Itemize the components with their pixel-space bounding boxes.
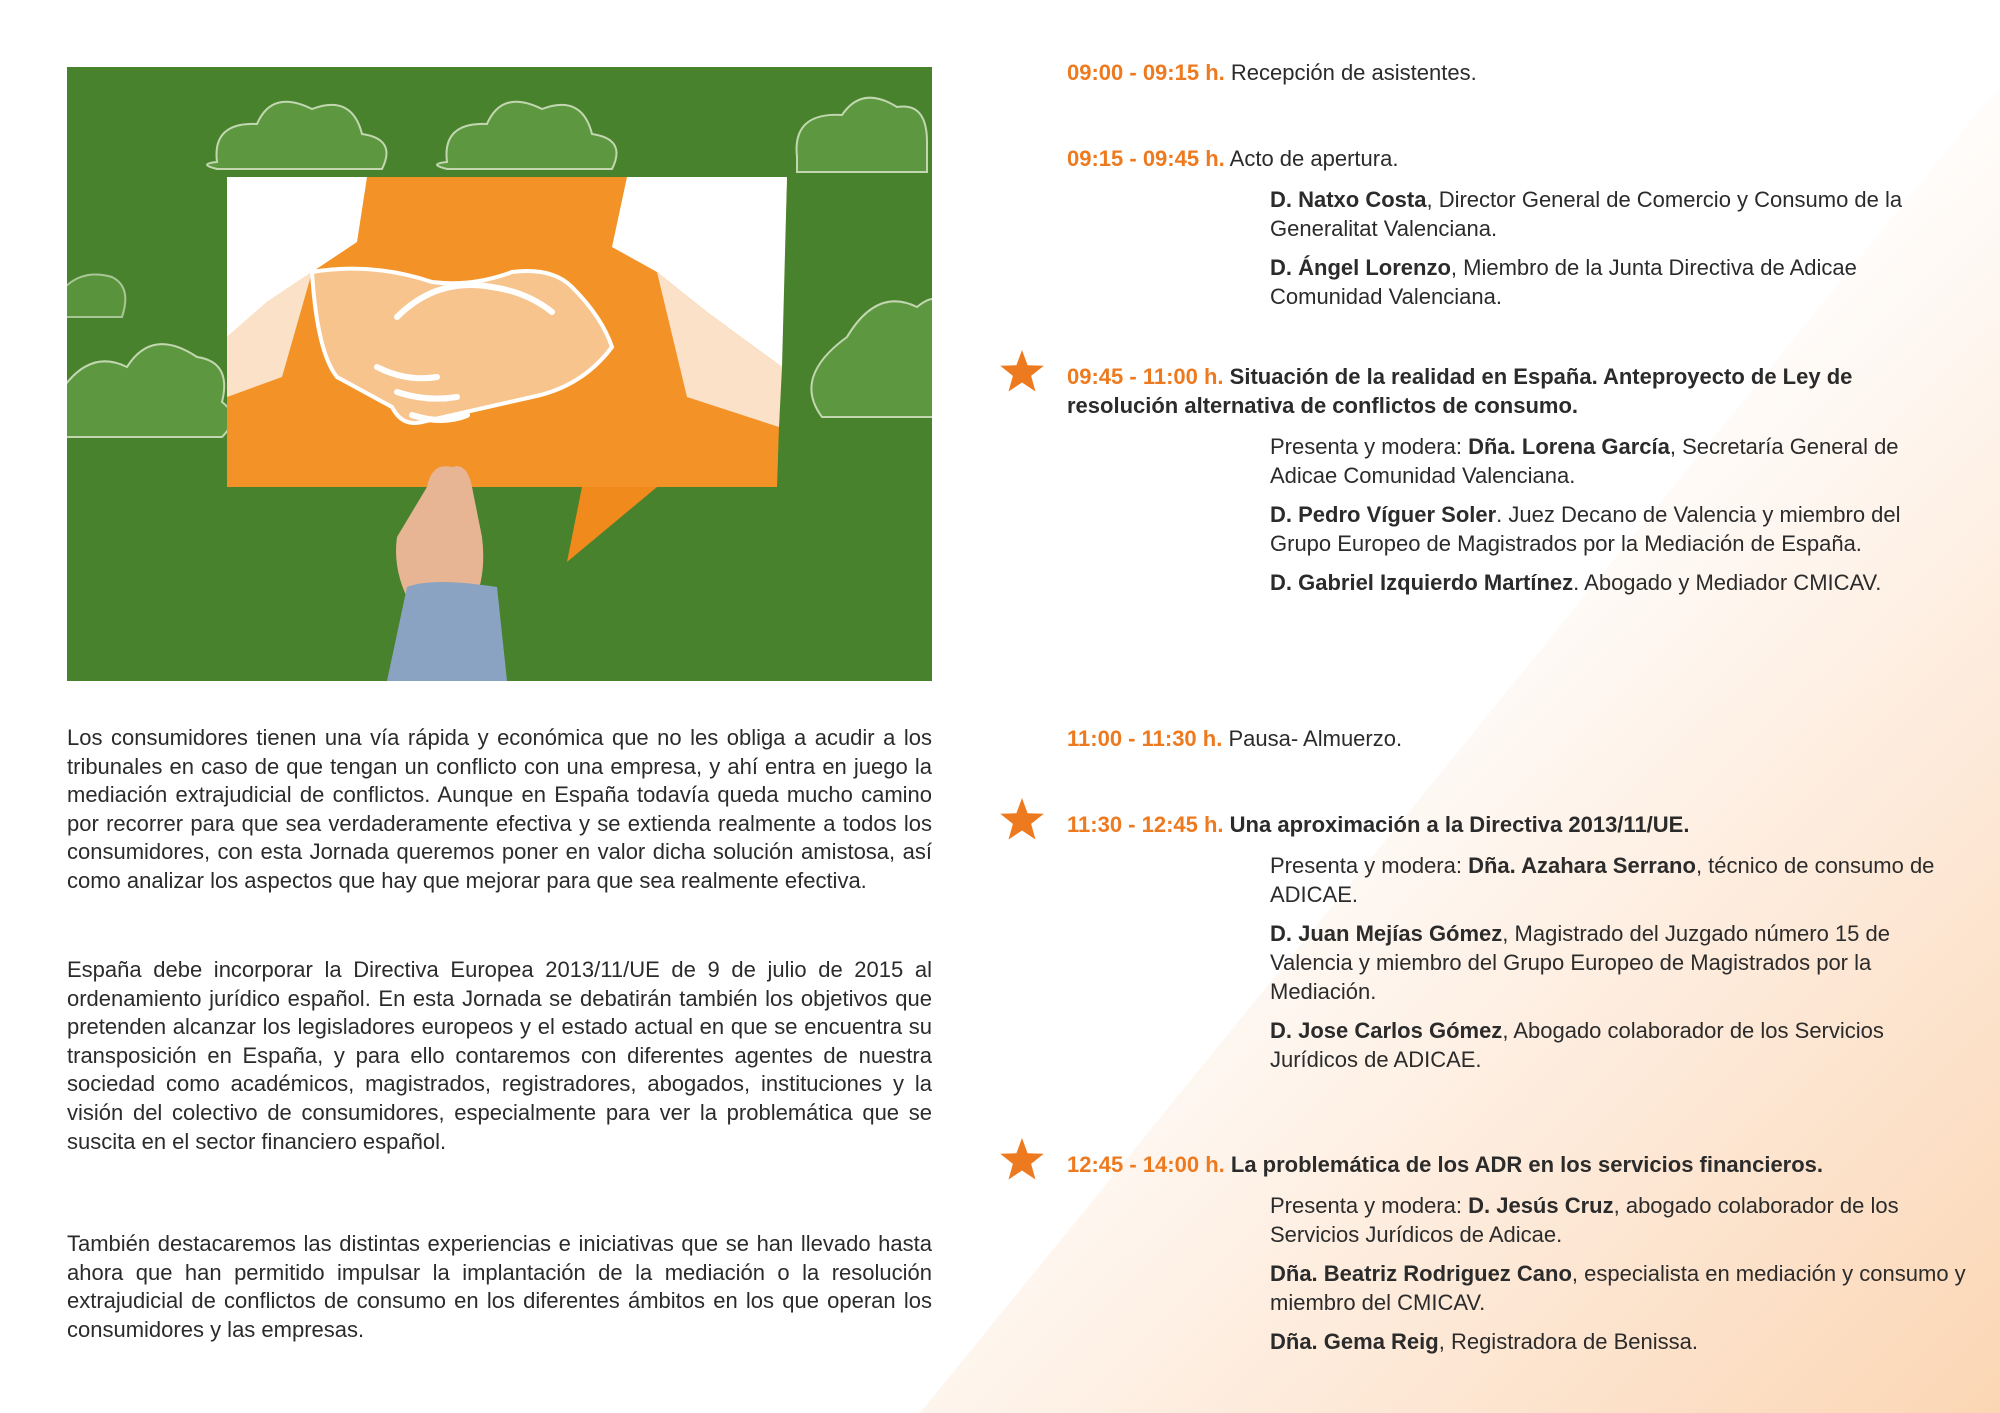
speaker-description: , Miembro de la Junta Directiva de Adicae Comunidad Valenciana.	[1270, 255, 1857, 309]
star-icon	[999, 349, 1045, 393]
agenda-title: Acto de apertura.	[1229, 146, 1399, 171]
speaker-entry	[1270, 851, 1967, 909]
speaker-name: D. Juan Mejías Gómez	[1270, 921, 1503, 946]
speaker-description: . Juez Decano de Valencia y miembro del Grupo Europeo de Magistrados por la Mediación de España.	[1270, 502, 1901, 556]
agenda-title: Recepción de asistentes.	[1230, 60, 1477, 85]
speaker-name: Dña. Beatriz Rodriguez Cano	[1270, 1261, 1572, 1286]
speaker-name: D. Ángel Lorenzo	[1270, 255, 1451, 280]
agenda-item-heading	[1067, 810, 1967, 839]
star-icon	[999, 1137, 1045, 1181]
intro-paragraph-2: España debe incorporar la Directiva Europea 2013/11/UE de 9 de julio de 2015 al ordenamiento jurídico español. En esta Jornada se debatirán también los objetivos que pretenden alcanzar los legisladores europeos y el estado actual en que se encuentra su transposición en España, y para ello contaremos con diferentes agentes de nuestra sociedad como académicos, magistrados, registradores, abogados, instituciones y la visión del colectivo de consumidores, especialmente para ver la problemática que se suscita en el sector financiero español.	[67, 957, 932, 1154]
agenda-item	[1067, 362, 1967, 597]
agenda-item-heading	[1067, 58, 1967, 87]
speaker-name: D. Natxo Costa	[1270, 187, 1427, 212]
agenda-time: 09:45 - 11:00 h.	[1067, 364, 1224, 389]
speaker-name: D. Jose Carlos Gómez	[1270, 1018, 1503, 1043]
agenda-time: 11:30 - 12:45 h.	[1067, 812, 1224, 837]
speaker-name: D. Pedro Víguer Soler	[1270, 502, 1497, 527]
speaker-name: Dña. Gema Reig	[1270, 1329, 1439, 1354]
speaker-entry	[1270, 500, 1967, 558]
agenda-title: La problemática de los ADR en los servicios financieros.	[1230, 1152, 1824, 1177]
intro-paragraph-1: Los consumidores tienen una vía rápida y económica que no les obliga a acudir a los tribunales en caso de que tengan un conflicto con una empresa, y ahí entra en juego la mediación extrajudicial de conflictos. Aunque en España todavía queda mucho camino por recorrer para que sea verdaderamente efectiva y se extienda realmente a todos los consumidores, con esta Jornada queremos poner en valor dicha solución amistosa, así como analizar los aspectos que hay que mejorar para que sea realmente efectiva.	[67, 725, 932, 893]
speaker-description: , Magistrado del Juzgado número 15 de Valencia y miembro del Grupo Europeo de Magistrados por la Mediación.	[1270, 921, 1890, 1004]
agenda-item	[1067, 810, 1967, 1074]
agenda-item	[1067, 58, 1967, 87]
agenda-item	[1067, 724, 1967, 753]
speaker-description: . Abogado y Mediador CMICAV.	[1573, 570, 1882, 595]
speaker-description: , Secretaría General de Adicae Comunidad Valenciana.	[1270, 434, 1899, 488]
speaker-description: , especialista en mediación y consumo y miembro del CMICAV.	[1270, 1261, 1966, 1315]
speaker-entry	[1270, 253, 1967, 311]
speaker-description: , abogado colaborador de los Servicios Jurídicos de Adicae.	[1270, 1193, 1899, 1247]
speaker-description: , técnico de consumo de ADICAE.	[1270, 853, 1935, 907]
agenda-item-heading	[1067, 724, 1967, 753]
agenda-item-heading	[1067, 362, 1967, 420]
agenda-title: Situación de la realidad en España. Anteproyecto de Ley de resolución alternativa de conflictos de consumo.	[1067, 364, 1853, 418]
speaker-entry	[1270, 1259, 1967, 1317]
agenda-time: 12:45 - 14:00 h.	[1067, 1152, 1225, 1177]
agenda-time: 09:15 - 09:45 h.	[1067, 146, 1225, 171]
star-icon	[999, 797, 1045, 841]
speaker-entry	[1270, 919, 1967, 1006]
speaker-role-prefix: Presenta y modera:	[1270, 1193, 1469, 1218]
agenda-title: Pausa- Almuerzo.	[1228, 726, 1403, 751]
speaker-name: D. Gabriel Izquierdo Martínez	[1270, 570, 1574, 595]
speaker-role-prefix: Presenta y modera:	[1270, 853, 1469, 878]
agenda-item	[1067, 1150, 1967, 1356]
speaker-entry	[1270, 185, 1967, 243]
speaker-name: Dña. Azahara Serrano	[1468, 853, 1696, 878]
agenda-title: Una aproximación a la Directiva 2013/11/UE.	[1229, 812, 1690, 837]
agenda-time: 09:00 - 09:15 h.	[1067, 60, 1225, 85]
agenda-item-heading	[1067, 1150, 1967, 1179]
speaker-description: , Abogado colaborador de los Servicios Jurídicos de ADICAE.	[1270, 1018, 1884, 1072]
speaker-description: , Registradora de Benissa.	[1438, 1329, 1698, 1354]
agenda-item	[1067, 144, 1967, 311]
agenda-time: 11:00 - 11:30 h.	[1067, 726, 1223, 751]
speaker-entry	[1270, 1327, 1967, 1356]
speaker-entry	[1270, 1016, 1967, 1074]
speaker-role-prefix: Presenta y modera:	[1270, 434, 1469, 459]
agenda-item-heading	[1067, 144, 1967, 173]
hero-illustration	[67, 67, 932, 681]
speaker-entry	[1270, 1191, 1967, 1249]
speaker-name: Dña. Lorena García	[1468, 434, 1670, 459]
speaker-entry	[1270, 568, 1967, 597]
speaker-entry	[1270, 432, 1967, 490]
intro-paragraph-3: También destacaremos las distintas experiencias e iniciativas que se han llevado hasta ahora que han permitido impulsar la implantación de la mediación o la resolución extrajudicial de conflictos de consumo en los diferentes ámbitos en los que operan los consumidores y las empresas.	[67, 1231, 932, 1342]
speaker-name: D. Jesús Cruz	[1468, 1193, 1614, 1218]
speaker-description: , Director General de Comercio y Consumo de la Generalitat Valenciana.	[1270, 187, 1903, 241]
